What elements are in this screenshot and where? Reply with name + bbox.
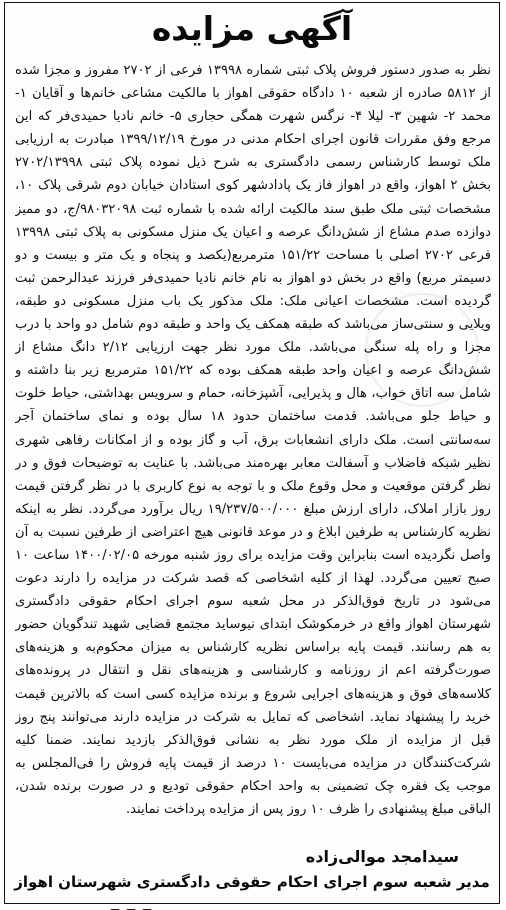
notice-title: آگهی مزایده <box>151 9 353 48</box>
signer-title: مدیر شعبه سوم اجرای احکام حقوقی دادگستری شهرستان اهواز <box>14 873 490 891</box>
cropped-next-ad-fragment <box>110 903 180 910</box>
notice-body: نظر به صدور دستور فروش پلاک ثبتی شماره ۱۳۹۹۸ فرعی از ۲۷۰۲ مفروز و مجزا شده از ۵۸۱۲ صادره از شعبه ۱۰ دادگاه حقوقی اهواز با مالکیت مشاعی خانم‌ها و آقایان ۱- محمد ۲- شهین ۳- لیلا ۴- نرگس شهرت همگی حجاری ۵- خانم نادیا حمیدی‌فر که این مرجع وفق مقررات قانون اجرای احکام مدنی در مورخ ۱۳۹۹/۱۲/۱۹ مبادرت به ارزیابی ملک توسط کارشناس رسمی دادگستری به شرح ذیل نموده پلاک ثبتی ۲۷۰۲/۱۳۹۹۸ بخش ۲ اهواز، واقع در اهواز فاز یک پادادشهر کوی استادان خیابان دوم شرقی پلاک ۱۰، مشخصات ثبتی ملک طبق سند مالکیت ارائه شده با شماره ثبت ۹۸۰۳۲۰۹۸/ج، دو ممیز دوازده صدم مشاع از شش‌دانگ عرصه و اعیان یک منزل مسکونی به پلاک ثبتی ۱۳۹۹۸ فرعی ۲۷۰۲ اصلی با مساحت ۱۵۱/۲۲ مترمربع(یکصد و پنجاه و یک متر و بیست و دو دسیمتر مربع) واقع در بخش دو اهواز به نام خانم نادیا حمیدی‌فر فرزند عبدالرحمن ثبت گردیده است. مشخصات اعیانی ملک: ملک مذکور یک باب منزل مسکونی دو طبقه، ویلایی و سنتی‌ساز می‌باشد که طبقه همکف یک واحد و طبقه دوم شامل دو واحد با درب مجزا و راه پله سنگی می‌باشد. ملک مورد نظر جهت ارزیابی ۲/۱۲ دانگ مشاع از شش‌دانگ عرصه و اعیان واحد طبقه همکف بوده که ۱۵۱/۲۲ مترمربع زیر بنا داشته و شامل سه اتاق خواب، هال و پذیرایی، آشپزخانه، حمام و سرویس بهداشتی، حیاط خلوت و حیاط جلو می‌باشد. قدمت ساختمان حدود ۱۸ سال بوده و نمای ساختمان آجر سه‌سانتی است. ملک دارای انشعابات برق، آب و گاز بوده و از امکانات رفاهی شهری نظیر شبکه فاضلاب و آسفالت معابر بهره‌مند می‌باشد. با عنایت به توضیحات فوق و در نظر گرفتن موقعیت و محل وقوع ملک و با توجه به نوع کاربری با در نظر گرفتن قیمت روز بازار املاک، دارای ارزش مبلغ ۱۹/۲۳۷/۵۰۰/۰۰۰ ریال برآورد می‌گردد. نظر به اینکه نظریه کارشناس به طرفین ابلاغ و در موعد قانونی هیچ اعتراضی از طرفین نسبت به آن واصل نگردیده است بنابراین وقت مزایده برای روز شنبه مورخه ۱۴۰۰/۰۲/۰۵ ساعت ۱۰ صبح تعیین می‌گردد. لهذا از کلیه اشخاصی که قصد شرکت در مزایده را دارند دعوت می‌شود در تاریخ فوق‌الذکر در محل شعبه سوم اجرای احکام حقوقی دادگستری شهرستان اهواز واقع در خرمکوشک ابتدای نیوساید مجتمع قضایی شهید تندگویان حضور به هم رسانند. قیمت پایه براساس نظریه کارشناس به میزان محکوم‌به و هزینه‌های صورت‌گرفته اعم از روزنامه و کارشناسی و هزینه‌های نقل و انتقال در پرونده‌های کلاسه‌های فوق و هزینه‌های اجرایی شروع و برنده مزایده کسی است که بالاترین قیمت خرید را پیشنهاد نماید. اشخاصی که تمایل به شرکت در مزایده دارند می‌توانند پنج روز قبل از مزایده از ملک مورد نظر به نشانی فوق‌الذکر بازدید نمایند. ضمنا کلیه شرکت‌کنندگان در مزایده می‌بایست ۱۰ درصد از قیمت پایه فروش را فی‌المجلس به موجب یک فقره چک تضمینی به واحد احکام حقوقی تودیع و در صورت برنده شدن، الباقی مبلغ پیشنهادی را ظرف ۱۰ روز پس از مزایده پرداخت نمایند. <box>15 63 491 817</box>
notice-frame <box>4 2 500 904</box>
signer-name: سیدامجد موالی‌زاده <box>305 847 459 866</box>
